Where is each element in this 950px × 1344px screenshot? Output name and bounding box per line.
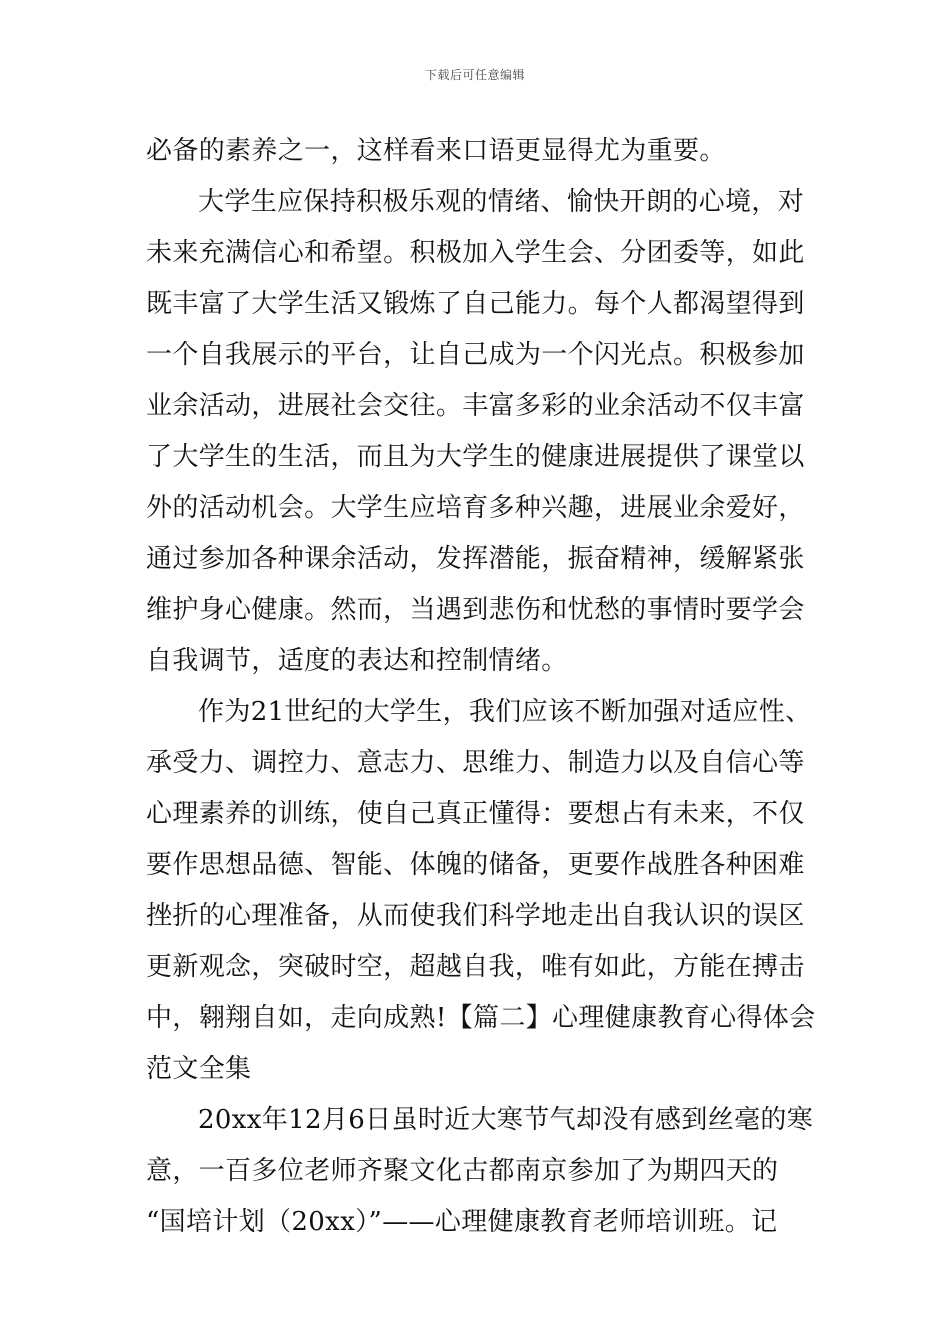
text-line: 一个自我展示的平台，让自己成为一个闪光点。积极参加 [146, 340, 805, 370]
text-line: 外的活动机会。大学生应培育多种兴趣，进展业余爱好， [146, 493, 805, 523]
text-line: 必备的素养之一，这样看来口语更显得尤为重要。 [146, 136, 726, 166]
text-line: 自我调节，适度的表达和控制情绪。 [146, 646, 568, 676]
text-line: 业余活动，进展社会交往。丰富多彩的业余活动不仅丰富 [146, 391, 805, 421]
text-line: 大学生应保持积极乐观的情绪、愉快开朗的心境，对 [198, 187, 805, 217]
text-line: 未来充满信心和希望。积极加入学生会、分团委等，如此 [146, 238, 805, 268]
document-body [146, 126, 816, 1248]
text-line: 意，一百多位老师齐聚文化古都南京参加了为期四天的 [146, 1156, 779, 1186]
text-line: 要作思想品德、智能、体魄的储备，更要作战胜各种困难 [146, 850, 805, 880]
text-line: 范文全集 [146, 1054, 252, 1084]
text-line: 通过参加各种课余活动，发挥潜能，振奋精神，缓解紧张 [146, 544, 805, 574]
text-line: 20xx年12月6日虽时近大寒节气却没有感到丝毫的寒 [198, 1105, 814, 1135]
text-line: 了大学生的生活，而且为大学生的健康进展提供了课堂以 [146, 442, 805, 472]
text-line: 承受力、调控力、意志力、思维力、制造力以及自信心等 [146, 748, 805, 778]
text-line: “国培计划（20xx）”——心理健康教育老师培训班。记 [146, 1207, 778, 1237]
text-line: 心理素养的训练，使自己真正懂得：要想占有未来，不仅 [146, 799, 805, 829]
text-line: 维护身心健康。然而，当遇到悲伤和忧愁的事情时要学会 [146, 595, 805, 625]
text-line: 中，翱翔自如，走向成熟!【篇二】心理健康教育心得体会 [146, 1003, 816, 1033]
text-line: 作为21世纪的大学生，我们应该不断加强对适应性、 [198, 697, 812, 727]
text-line: 既丰富了大学生活又锻炼了自己能力。每个人都渴望得到 [146, 289, 805, 319]
page-header: 下载后可任意编辑 [424, 68, 525, 82]
text-line: 更新观念，突破时空，超越自我，唯有如此，方能在搏击 [146, 952, 805, 982]
text-line: 挫折的心理准备，从而使我们科学地走出自我认识的误区 [146, 901, 805, 931]
